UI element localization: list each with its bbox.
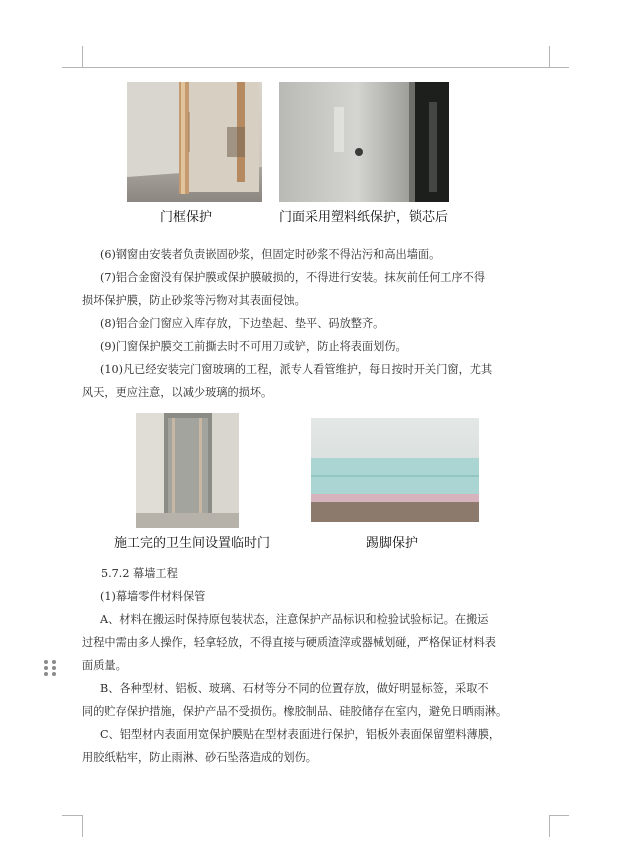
footer-corner-right: [549, 815, 550, 837]
header-corner-left-tick: [62, 67, 82, 68]
temporary-door-caption: 施工完的卫生间设置临时门: [114, 536, 271, 551]
header-corner-right: [549, 46, 550, 68]
temporary-door-photo: [136, 413, 239, 528]
item-c-line-1: C、铝型材内表面用宽保护膜贴在型材表面进行保护，铝板外表面保留塑料薄膜，: [100, 728, 501, 741]
paragraph-10-line-2: 风天，更应注意，以减少玻璃的损坏。: [82, 386, 273, 399]
item-b-line-1: B、各种型材、铝板、玻璃、石材等分不同的位置存放，做好明显标签，采取不: [100, 682, 489, 695]
footer-corner-left-tick: [62, 815, 82, 816]
skirting-photo: [311, 418, 479, 522]
item-b-line-2: 同的贮存保护措施，保护产品不受损伤。橡胶制品、硅胶储存在室内，避免日晒雨淋。: [82, 705, 508, 718]
skirting-caption: 踢脚保护: [366, 536, 419, 551]
item-a-line-2: 过程中需由多人操作，轻拿轻放，不得直接与硬质渣滓或器械划碰，严格保证材料表: [82, 636, 496, 649]
subsection-title: (1)幕墙零件材料保管: [100, 590, 206, 603]
item-a-line-1: A、材料在搬运时保持原包装状态，注意保护产品标识和检验试验标记。在搬运: [100, 613, 489, 626]
paragraph-7-line-1: (7)铝合金窗没有保护膜或保护膜破损的，不得进行安装。抹灰前任何工序不得: [100, 271, 486, 284]
item-c-line-2: 用胶纸粘牢，防止雨淋、砂石坠落造成的划伤。: [82, 751, 317, 764]
door-frame-caption: 门框保护: [160, 210, 213, 225]
footer-corner-right-tick: [549, 815, 569, 816]
paragraph-10-line-1: (10)凡已经安装完门窗玻璃的工程，派专人看管维护，每日按时开关门窗，尤其: [100, 363, 493, 376]
paragraph-8: (8)铝合金门窗应入库存放，下边垫起、垫平、码放整齐。: [100, 317, 385, 330]
item-a-line-3: 面质量。: [82, 659, 127, 672]
door-panel-caption: 门面采用塑料纸保护，锁芯后: [279, 210, 449, 225]
footer-corner-left: [82, 815, 83, 837]
section-title: 5.7.2 幕墙工程: [101, 567, 178, 580]
door-frame-photo: [127, 82, 262, 202]
header-corner-right-tick: [549, 67, 569, 68]
paragraph-9: (9)门窗保护膜交工前撕去时不可用刀或铲，防止将表面划伤。: [100, 340, 407, 353]
paragraph-drag-handle-icon[interactable]: [44, 660, 56, 676]
header-rule: [82, 67, 550, 68]
paragraph-7-line-2: 损坏保护膜，防止砂浆等污物对其表面侵蚀。: [82, 294, 306, 307]
door-panel-photo: [279, 82, 449, 202]
paragraph-6: (6)钢窗由安装者负责嵌固砂浆，但固定时砂浆不得沾污和高出墙面。: [100, 248, 441, 261]
header-corner-left: [82, 46, 83, 68]
